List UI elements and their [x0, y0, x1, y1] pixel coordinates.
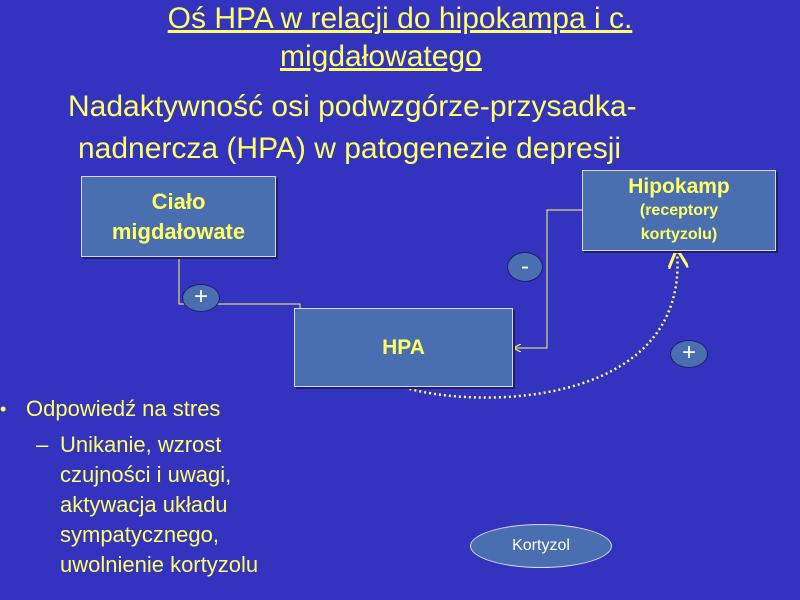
slide-title-line-2: migdałowatego [280, 40, 482, 73]
hippocampus-label-line-1: Hipokamp [628, 174, 730, 198]
kortyzol-label: Kortyzol [512, 537, 570, 554]
amygdala-box [81, 176, 276, 257]
bullet-level-2-line-2: czujności i uwagi, [60, 462, 232, 487]
hpa-box [294, 308, 513, 387]
bullet-item-level-1 [0, 394, 320, 424]
bullet-level-2-line-4: sympatycznego, [60, 522, 219, 547]
slide-subtitle-line-1: Nadaktywność osi podwzgórze-przysadka- [68, 90, 637, 123]
kortyzol-ellipse [470, 524, 612, 568]
slide-title-line-1: Oś HPA w relacji do hipokampa i c. [167, 2, 633, 35]
bullet-dash-icon: – [36, 432, 49, 457]
bullet-dot-icon: • [0, 399, 7, 419]
cortisol-plus-badge: + [670, 340, 708, 368]
bullet-item-level-2 [0, 430, 320, 580]
amygdala-plus-badge: + [182, 284, 220, 312]
bullet-level-2-line-1: Unikanie, wzrost [60, 432, 222, 457]
hippocampus-label-line-3: kortyzolu) [640, 225, 718, 243]
hippocampus-label-line-2: (receptory [639, 201, 719, 219]
bullet-level-2-line-3: aktywacja układu [60, 492, 228, 517]
hpa-label: HPA [382, 335, 425, 359]
hippocampus-minus-badge: - [507, 252, 543, 282]
bullet-list [0, 394, 320, 580]
bullet-level-2-line-5: uwolnienie kortyzolu [60, 552, 259, 577]
amygdala-label-line-1: Ciało [151, 188, 206, 214]
amygdala-label-line-2: migdałowate [111, 218, 246, 244]
slide-subtitle-line-2: nadnercza (HPA) w patogenezie depresji [78, 132, 622, 165]
bullet-level-1-text: Odpowiedź na stres [26, 396, 221, 421]
hippocampus-box [582, 170, 776, 251]
